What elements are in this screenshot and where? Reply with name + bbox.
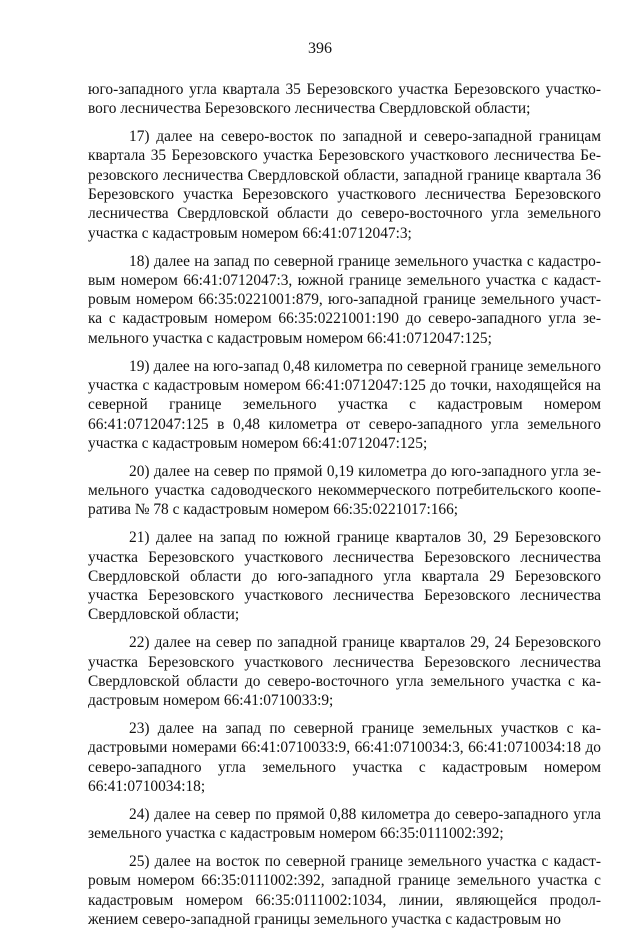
paragraph-item-24: 24) далее на север по прямой 0,88 километра до северо-западного угла земельного участка с кадастровым номером 66:35:0111002:392; xyxy=(88,805,601,843)
paragraph-item-19: 19) далее на юго-запад 0,48 километра по северной границе земельного участка с кадастровым номером 66:41:0712047:125 до точки, находящейся на северной границе земельного участка с кадастровым номером 66:41:0712047:125 в 0,48 километра от северо-западного угла земельного участка с кадастровым номером 66:41:0712047:125; xyxy=(88,357,601,452)
paragraph-item-23: 23) далее на запад по северной границе земельных участков с кадастровыми номерами 66:41:0710033:9, 66:41:0710034:3, 66:41:0710034:18 до северо-западного угла земельного участка с кадастровым номером 66:41:0710034:18; xyxy=(88,720,601,795)
page-number: 396 xyxy=(308,40,332,57)
paragraph-continued: юго-западного угла квартала 35 Березовского участка Березовского участкового лесничества Березовского лесничества Свердловской области; xyxy=(88,81,601,118)
paragraph-item-22: 22) далее на север по западной границе кварталов 29, 24 Березовского участка Березовского участкового лесничества Березовского лесничества Свердловской области до северо-восточного угла земельного участка с кадастровым номером 66:41:0710033:9; xyxy=(88,634,601,710)
paragraph-item-21: 21) далее на запад по южной границе кварталов 30, 29 Березовского участка Березовского участкового лесничества Березовского лесничества Свердловской области до юго-западного угла квартала 29 Березовского участка Березовского участкового лесничества Березовского лесничества Свердловской области; xyxy=(88,529,601,624)
paragraph-item-20: 20) далее на север по прямой 0,19 километра до юго-западного угла земельного участка садоводческого некоммерческого потребительского кооператива № 78 с кадастровым номером 66:35:0221017:166; xyxy=(88,462,601,519)
paragraph-item-25: 25) далее на восток по северной границе земельного участка с кадастровым номером 66:35:0111002:392, западной границе земельного участка с кадастровым номером 66:35:0111002:1034, линии, являющейся продолжением северо-западной границы земельного участка с кадастровым но xyxy=(88,853,601,928)
paragraph-item-18: 18) далее на запад по северной границе земельного участка с кадастровым номером 66:41:0712047:3, южной границе земельного участка с кадастровым номером 66:35:0221001:879, юго-западной границе земельного участка с кадастровым номером 66:35:0221001:190 до северо-западного угла земельного участка с кадастровым номером 66:41:0712047:125; xyxy=(88,252,601,347)
paragraph-item-17: 17) далее на северо-восток по западной и северо-западной границам квартала 35 Березовского участка Березовского участкового лесничества Березовского лесничества Свердловской области, западной границе квартала 36 Березовского участка Березовского участкового лесничества Березовского лесничества Свердловской области до северо-восточного угла земельного участка с кадастровым номером 66:41:0712047:3; xyxy=(88,128,601,242)
document-body xyxy=(88,80,601,938)
